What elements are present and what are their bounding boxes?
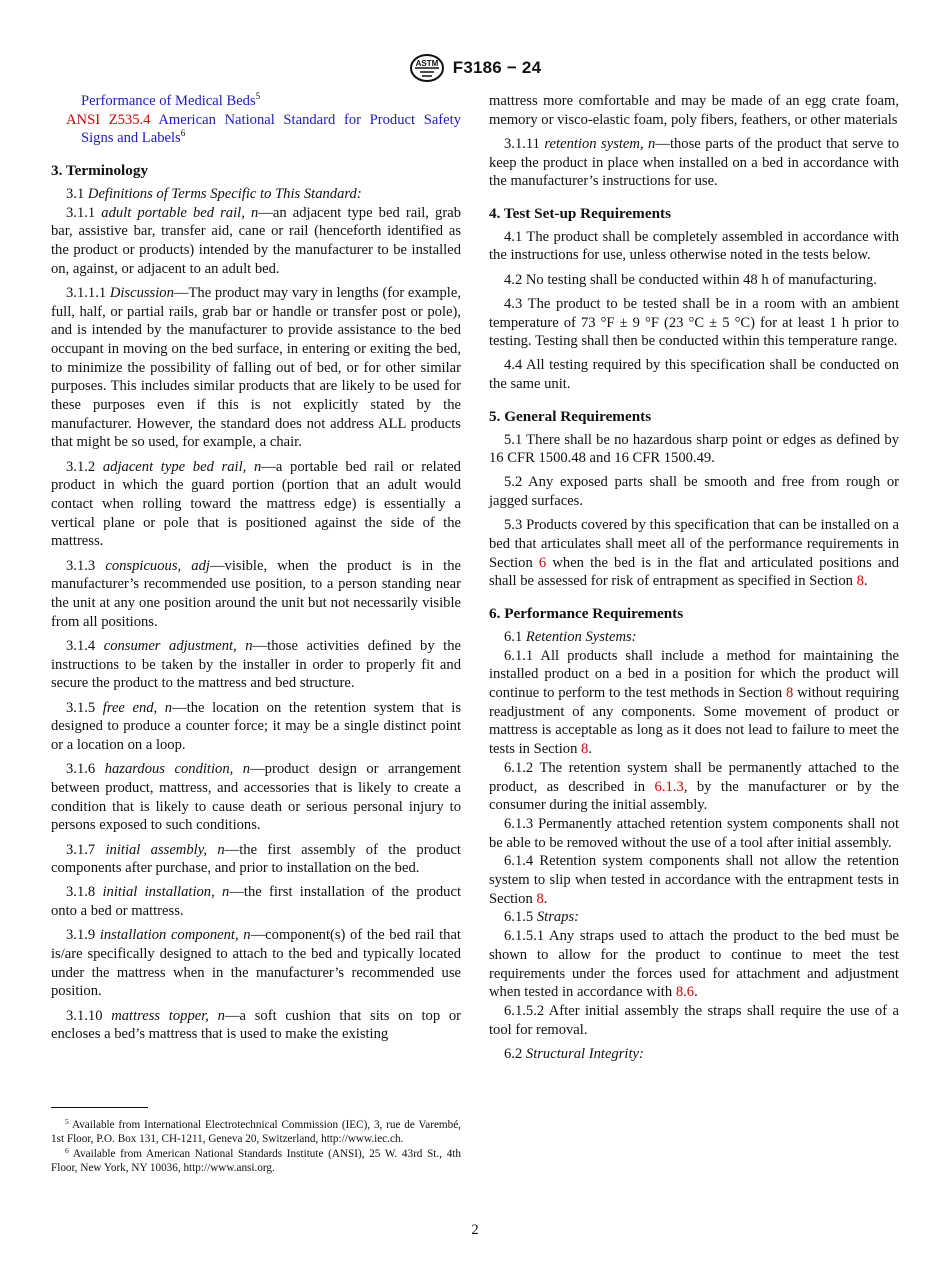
para-3-1-6: 3.1.6 hazardous condition, n—product design or arrangement between product, mattress, and accessories that is likely to create a condition that is likely to cause death or serious personal injury to persons exposed to such conditions. bbox=[51, 761, 461, 834]
para-6-1-5-1: 6.1.5.1 Any straps used to attach the product to the bed must be shown to allow for the product to continue to meet the test requirements under the forces used for attachment and adjustment when tested in accordance with 8.6. bbox=[489, 928, 899, 1001]
para-3-1-10: 3.1.10 mattress topper, n—a soft cushion that sits on top or encloses a bed’s mattress that is used to make the existing bbox=[51, 1007, 461, 1043]
para-3-1-5: 3.1.5 free end, n—the location on the retention system that is designed to produce a counter force; it may be a single distinct point or a location on a loop. bbox=[51, 699, 461, 753]
reference-iec bbox=[51, 92, 461, 111]
right-column bbox=[489, 92, 899, 1064]
para-3-1-4: 3.1.4 consumer adjustment, n—those activities defined by the instructions to be taken by the installer in order to properly fit and secure the product to the mattress and bed structure. bbox=[51, 637, 461, 692]
section-8-link[interactable]: 8 bbox=[785, 684, 794, 701]
section-8-link[interactable]: 8 bbox=[536, 890, 544, 907]
section-3-heading: 3. Terminology bbox=[51, 162, 149, 180]
page-number: 2 bbox=[471, 1222, 479, 1238]
reference-ansi bbox=[51, 111, 461, 148]
section-8-link[interactable]: 8 bbox=[856, 573, 864, 590]
footnote-5: $^5$ Available from International Electrotechnical Commission (IEC), 3, rue de Varembé, 1st Floor, P.O. Box 131, CH-1211, Geneva 20, Switzerland, http://www.iec.ch. bbox=[51, 1117, 461, 1146]
reference-ansi-title[interactable]: American National Standard for Product Safety Signs and Labels bbox=[81, 111, 461, 147]
para-3-1: 3.1 Definitions of Terms Specific to This Standard: bbox=[66, 185, 362, 202]
astm-logo-icon bbox=[409, 53, 445, 83]
footnote-mark-5: 5 bbox=[255, 91, 261, 101]
para-5-1: 5.1 There shall be no hazardous sharp point or edges as defined by 16 CFR 1500.48 and 16 CFR 1500.49. bbox=[489, 431, 899, 467]
footnote-divider bbox=[51, 1107, 148, 1108]
section-6-1-3-link[interactable]: 6.1.3 bbox=[654, 778, 684, 795]
para-3-1-2: 3.1.2 adjacent type bed rail, n—a portable bed rail or related product in which the guard portion (portion that an adult would contact when rolling toward the mattress edge) is essentially a vertical plane or pole that is positioned against the side of the mattress. bbox=[51, 458, 461, 550]
footnotes bbox=[51, 1118, 461, 1176]
para-4-2: 4.2 No testing shall be conducted within 48 h of manufacturing. bbox=[504, 271, 877, 288]
para-6-1: 6.1 Retention Systems: bbox=[504, 628, 637, 645]
para-3-1-1-1: 3.1.1.1 Discussion—The product may vary in lengths (for example, full, half, or partial rails, grab bar or handle or transfer post or pole), and is intended by the manufacturer to provide assistance to the bed occupant in moving on the bed surface, in entering or exiting the bed, to minimize the possibility of falling out of bed, or for other similar purposes. This includes similar products that are likely to be used for these purposes even if this is not explicitly stated by the manufacturer. However, the standard does not address ALL products that might be so used, for example, a chair. bbox=[51, 284, 461, 451]
para-3-1-11: 3.1.11 retention system, n—those parts of the product that serve to keep the product in place when installed on a bed in accordance with the manufacturer’s instructions for use. bbox=[489, 135, 899, 190]
para-3-1-3: 3.1.3 conspicuous, adj—visible, when the product is in the manufacturer’s recommended use position, to a person standing near the unit at any one position around the unit but not necessarily visible from all positions. bbox=[51, 557, 461, 630]
logo-lettering: ASTM bbox=[415, 59, 439, 68]
para-6-1-3: 6.1.3 Permanently attached retention system components shall not be able to be removed without the use of a tool after initial assembly. bbox=[489, 815, 899, 851]
para-3-1-7: 3.1.7 initial assembly, n—the first assembly of the product components after purchase, and prior to installation on the bed. bbox=[51, 841, 461, 877]
para-3-1-1: 3.1.1 adult portable bed rail, n—an adjacent type bed rail, grab bar, assistive bar, transfer aid, cane or rail (henceforth identified as the product or products) intended by the manufacturer to be installed on, against, or adjacent to an adult bed. bbox=[51, 204, 461, 277]
para-4-4: 4.4 All testing required by this specification shall be conducted on the same unit. bbox=[489, 357, 899, 393]
left-column bbox=[51, 92, 461, 1044]
para-5-2: 5.2 Any exposed parts shall be smooth and free from rough or jagged surfaces. bbox=[489, 474, 899, 510]
section-5-heading: 5. General Requirements bbox=[489, 407, 652, 425]
para-6-1-5: 6.1.5 Straps: bbox=[504, 909, 580, 926]
reference-ansi-code[interactable]: ANSI Z535.4 bbox=[66, 111, 151, 128]
para-6-1-2: 6.1.2 The retention system shall be permanently attached to the product, as described in 6.1.3, by the manufacturer or by the consumer during the initial assembly. bbox=[489, 759, 900, 814]
section-6-heading: 6. Performance Requirements bbox=[489, 605, 684, 623]
para-3-1-9: 3.1.9 installation component, n—component(s) of the bed rail that is/are specifically designed to attach to the bed and typically located under the mattress when in the manufacturer’s recommended use position. bbox=[51, 927, 461, 1000]
reference-iec-link[interactable]: Performance of Medical Beds bbox=[81, 93, 256, 109]
para-4-3: 4.3 The product to be tested shall be in a room with an ambient temperature of 73 °F ± 9 °F (23 °C ± 5 °C) for at least 1 h prior to testing. Testing shall then be conducted within this temperature range. bbox=[489, 295, 899, 350]
section-8-link[interactable]: 8 bbox=[581, 741, 589, 758]
section-4-heading: 4. Test Set-up Requirements bbox=[489, 205, 671, 223]
page-header bbox=[0, 52, 950, 84]
section-6-link[interactable]: 6 bbox=[538, 554, 547, 571]
para-3-1-8: 3.1.8 initial installation, n—the first installation of the product onto a bed or mattress. bbox=[51, 884, 461, 920]
para-6-1-4: 6.1.4 Retention system components shall not allow the retention system to slip when tested in accordance with the entrapment tests in Section 8. bbox=[489, 853, 899, 907]
footnote-6: $^6$ Available from American National Standards Institute (ANSI), 25 W. 43rd St., 4th Floor, New York, NY 10036, http://www.ansi.org. bbox=[51, 1145, 461, 1175]
standard-designation: F3186 − 24 bbox=[452, 58, 542, 77]
para-6-1-1: 6.1.1 All products shall include a method for maintaining the installed product on a bed in a position for which the product will continue to perform to the test methods in Section 8 without requiring readjustment of any components. Some movement of product or mattress is acceptable as long as it does not lead to failure to meet the tests in Section 8. bbox=[489, 647, 900, 758]
para-6-1-5-2: 6.1.5.2 After initial assembly the straps shall require the use of a tool for removal. bbox=[489, 1002, 899, 1038]
para-6-2: 6.2 Structural Integrity: bbox=[504, 1045, 644, 1062]
para-4-1: 4.1 The product shall be completely assembled in accordance with the instructions for use, unless otherwise noted in the tests below. bbox=[489, 228, 899, 264]
footnote-mark-6: 6 bbox=[180, 128, 186, 139]
para-3-1-10-continued: mattress more comfortable and may be made of an egg crate foam, memory or visco-elastic foam, poly fibers, feathers, or other materials bbox=[489, 93, 899, 128]
para-5-3: 5.3 Products covered by this specification that can be installed on a bed that articulates shall meet all of the performance requirements in Section 6 when the bed is in the flat and articulated positions and shall be assessed for risk of entrapment as specified in Section 8. bbox=[489, 517, 899, 590]
section-8-6-link[interactable]: 8.6 bbox=[675, 984, 695, 1001]
